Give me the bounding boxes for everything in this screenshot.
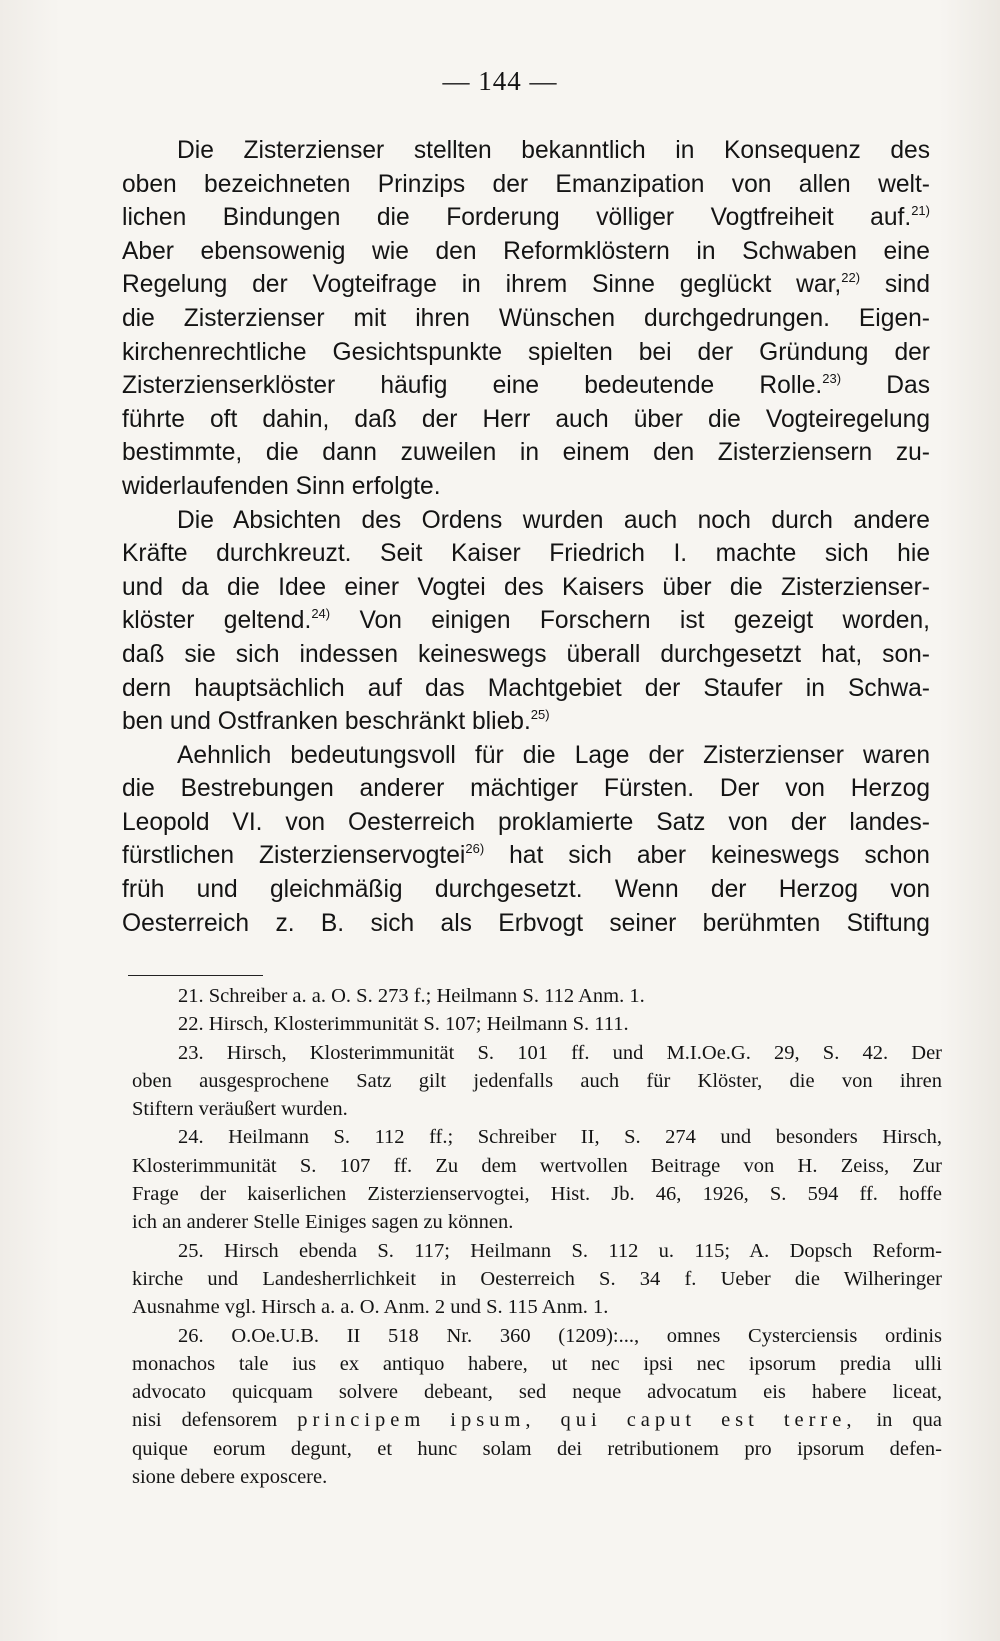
footnote-24 xyxy=(132,1123,942,1236)
footnote-22 xyxy=(132,1010,942,1038)
footnote-line: Stiftern veräußert wurden. xyxy=(132,1098,348,1121)
footnote-ref-25: 25) xyxy=(530,707,550,723)
text-line: die Bestrebungen anderer mächtiger Fürsten. Der von Herzog xyxy=(122,775,930,803)
footnote-separator xyxy=(128,975,263,976)
footnote-line: advocato quicquam solvere debeant, sed neque advocatum eis habere liceat, xyxy=(132,1381,942,1404)
text-line: Aber ebensowenig wie den Reformklöstern in Schwaben eine xyxy=(122,237,930,265)
paragraph-2 xyxy=(122,504,930,739)
text-line: widerlaufenden Sinn erfolgte. xyxy=(122,472,441,500)
footnote-25 xyxy=(132,1237,942,1322)
footnote-ref-22: 22) xyxy=(841,270,861,286)
paragraph-3 xyxy=(122,739,930,941)
text-line: dern hauptsächlich auf das Machtgebiet der Staufer in Schwa- xyxy=(122,674,930,702)
footnote-line: monachos tale ius ex antiquo habere, ut nec ipsi nec ipsorum predia ulli xyxy=(132,1352,942,1375)
text-line: daß sie sich indessen keineswegs überall durchgesetzt hat, son- xyxy=(122,640,930,668)
text-line: lichen Bindungen die Forderung völliger Vogtfreiheit auf.$^{21)}$ xyxy=(122,203,930,232)
text-line: kirchenrechtliche Gesichtspunkte spielten bei der Gründung der xyxy=(122,338,930,366)
text-line: oben bezeichneten Prinzips der Emanzipation von allen welt- xyxy=(122,170,930,198)
text-line: früh und gleichmäßig durchgesetzt. Wenn der Herzog von xyxy=(122,876,930,904)
footnote-line: ich an anderer Stelle Einiges sagen zu können. xyxy=(132,1211,514,1234)
footnote-line: 21. Schreiber a. a. O. S. 273 f.; Heilmann S. 112 Anm. 1. xyxy=(178,985,645,1007)
footnote-line: Frage der kaiserlichen Zisterzienservogtei, Hist. Jb. 46, 1926, S. 594 ff. hoffe xyxy=(132,1183,942,1206)
text-line: die Zisterzienser mit ihren Wünschen durchgedrungen. Eigen- xyxy=(122,304,930,332)
spaced-emphasis: principem ipsum, qui caput est terre, xyxy=(297,1409,857,1432)
text-line: fürstlichen Zisterzienservogtei$^{26)}$ hat sich aber keineswegs schon xyxy=(122,841,930,870)
page-number: — 144 — xyxy=(442,66,558,96)
footnote-line: Klosterimmunität S. 107 ff. Zu dem wertvollen Beitrage von H. Zeiss, Zur xyxy=(132,1154,942,1177)
footnote-ref-23: 23) xyxy=(822,371,842,387)
text-line: Die Absichten des Ordens wurden auch noch durch andere xyxy=(177,506,930,534)
footnote-line: 26. O.Oe.U.B. II 518 Nr. 360 (1209):..., omnes Cysterciensis ordinis xyxy=(178,1324,942,1347)
footnote-26 xyxy=(132,1322,942,1492)
text-line: und da die Idee einer Vogtei des Kaisers über die Zisterzienser- xyxy=(122,573,930,601)
paragraph-1 xyxy=(122,134,930,504)
footnote-line: sione debere exposcere. xyxy=(132,1466,328,1489)
text-line: Aehnlich bedeutungsvoll für die Lage der Zisterzienser waren xyxy=(177,741,930,769)
text-line: Kräfte durchkreuzt. Seit Kaiser Friedrich I. machte sich hie xyxy=(122,540,930,568)
text-line: Leopold VI. von Oesterreich proklamierte Satz von der landes- xyxy=(122,808,930,836)
footnote-line: Ausnahme vgl. Hirsch a. a. O. Anm. 2 und S. 115 Anm. 1. xyxy=(132,1296,609,1319)
text-line: Regelung der Vogteifrage in ihrem Sinne geglückt war,$^{22)}$ sind xyxy=(122,270,930,299)
footnote-23 xyxy=(132,1039,942,1124)
text-line: ben und Ostfranken beschränkt blieb.$^{25)}$ xyxy=(122,707,550,736)
footnotes xyxy=(132,982,942,1491)
footnote-line: 22. Hirsch, Klosterimmunität S. 107; Heilmann S. 111. xyxy=(178,1013,629,1036)
text-line: klöster geltend.$^{24)}$ Von einigen Forschern ist gezeigt worden, xyxy=(122,606,930,635)
text-line: Zisterzienserklöster häufig eine bedeutende Rolle.$^{23)}$ Das xyxy=(122,371,930,400)
text-line: bestimmte, die dann zuweilen in einem den Zisterziensern zu- xyxy=(122,439,930,467)
footnote-ref-26: 26) xyxy=(465,841,485,857)
footnote-line: kirche und Landesherrlichkeit in Oesterreich S. 34 f. Ueber die Wilheringer xyxy=(132,1267,942,1290)
text-line: Die Zisterzienser stellten bekanntlich in Konsequenz des xyxy=(177,137,930,164)
footnote-line: 25. Hirsch ebenda S. 117; Heilmann S. 112 u. 115; A. Dopsch Reform- xyxy=(178,1239,942,1262)
footnote-line: 23. Hirsch, Klosterimmunität S. 101 ff. und M.I.Oe.G. 29, S. 42. Der xyxy=(178,1041,942,1064)
footnote-line: quique eorum degunt, et hunc solam dei retributionem pro ipsorum defen- xyxy=(132,1437,942,1460)
text-line: Oesterreich z. B. sich als Erbvogt seiner berühmten Stiftung xyxy=(122,909,930,937)
footnote-line: oben ausgesprochene Satz gilt jedenfalls auch für Klöster, die von ihren xyxy=(132,1069,942,1092)
text-line: führte oft dahin, daß der Herr auch über die Vogteiregelung xyxy=(122,405,930,433)
footnote-ref-24: 24) xyxy=(311,606,331,622)
footnote-line: nisi defensorem principem ipsum, qui caput est terre, in qua xyxy=(132,1409,943,1432)
footnote-21 xyxy=(132,982,942,1010)
main-text xyxy=(122,134,930,940)
footnote-ref-21: 21) xyxy=(911,203,930,219)
footnote-line: 24. Heilmann S. 112 ff.; Schreiber II, S. 274 und besonders Hirsch, xyxy=(178,1126,942,1149)
